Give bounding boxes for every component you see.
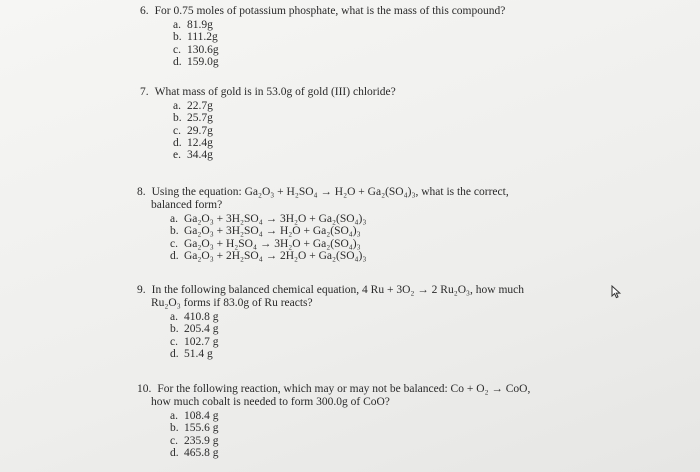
answer-option[interactable]: b. Ga₂O₃ + 3H₂SO₄ → H₂O + Ga₂(SO₄)₃: [170, 225, 361, 238]
answer-option[interactable]: a. 410.8 g: [170, 311, 219, 323]
answer-option[interactable]: a. 22.7g: [173, 100, 213, 112]
answer-option[interactable]: d. 465.8 g: [170, 446, 219, 459]
answer-options: [140, 100, 396, 161]
answer-option[interactable]: a. Ga₂O₃ + 3H₂SO₄ → 3H₂O + Ga₂(SO₄)₃: [170, 213, 367, 225]
question-stem-continued: balanced form?: [151, 199, 223, 211]
question-stem: 8. Using the equation: Ga₂O₃ + H₂SO₄ → H₂O + Ga₂(SO₄)₃, what is the correct,: [137, 186, 509, 198]
question-stem-continued: Ru₂O₃ forms if 83.0g of Ru reacts?: [151, 297, 313, 309]
answer-option[interactable]: d. Ga₂O₃ + 2H₂SO₄ → 2H₂O + Ga₂(SO₄)₃: [170, 249, 367, 262]
answer-option[interactable]: c. 235.9 g: [170, 434, 219, 447]
question-9: [137, 284, 524, 360]
question-6: [140, 5, 505, 68]
answer-options: [137, 213, 509, 262]
answer-option[interactable]: b. 111.2g: [173, 31, 218, 44]
answer-option[interactable]: c. 102.7 g: [170, 335, 219, 348]
question-stem: 7. What mass of gold is in 53.0g of gold (III) chloride?: [140, 86, 396, 98]
answer-option[interactable]: b. 25.7g: [173, 112, 213, 125]
question-10: [137, 383, 530, 459]
answer-option[interactable]: e. 34.4g: [173, 149, 213, 162]
answer-option[interactable]: b. 205.4 g: [170, 323, 219, 336]
question-8: [137, 186, 509, 262]
answer-option[interactable]: c. Ga₂O₃ + H₂SO₄ → 3H₂O + Ga₂(SO₄)₃: [170, 237, 361, 250]
answer-option[interactable]: b. 155.6 g: [170, 422, 219, 435]
question-stem: 10. For the following reaction, which may or may not be balanced: Co + O₂ → CoO,: [137, 383, 531, 395]
answer-option[interactable]: c. 130.6g: [173, 43, 219, 56]
answer-option[interactable]: a. 108.4 g: [170, 410, 219, 422]
question-stem-continued: how much cobalt is needed to form 300.0g of CoO?: [151, 396, 390, 408]
answer-option[interactable]: c. 29.7g: [173, 124, 213, 137]
mouse-pointer-icon: [611, 285, 623, 299]
answer-option[interactable]: d. 159.0g: [173, 55, 219, 68]
answer-options: [137, 311, 524, 360]
answer-option[interactable]: a. 81.9g: [173, 19, 213, 31]
question-stem: 9. In the following balanced chemical equation, 4 Ru + 3O₂ → 2 Ru₂O₃, how much: [137, 284, 525, 296]
answer-option[interactable]: d. 51.4 g: [170, 347, 213, 360]
question-stem: 6. For 0.75 moles of potassium phosphate, what is the mass of this compound?: [140, 5, 506, 17]
answer-option[interactable]: d. 12.4g: [173, 136, 213, 149]
answer-options: [137, 410, 530, 459]
question-7: [140, 86, 396, 161]
answer-options: [140, 19, 505, 68]
